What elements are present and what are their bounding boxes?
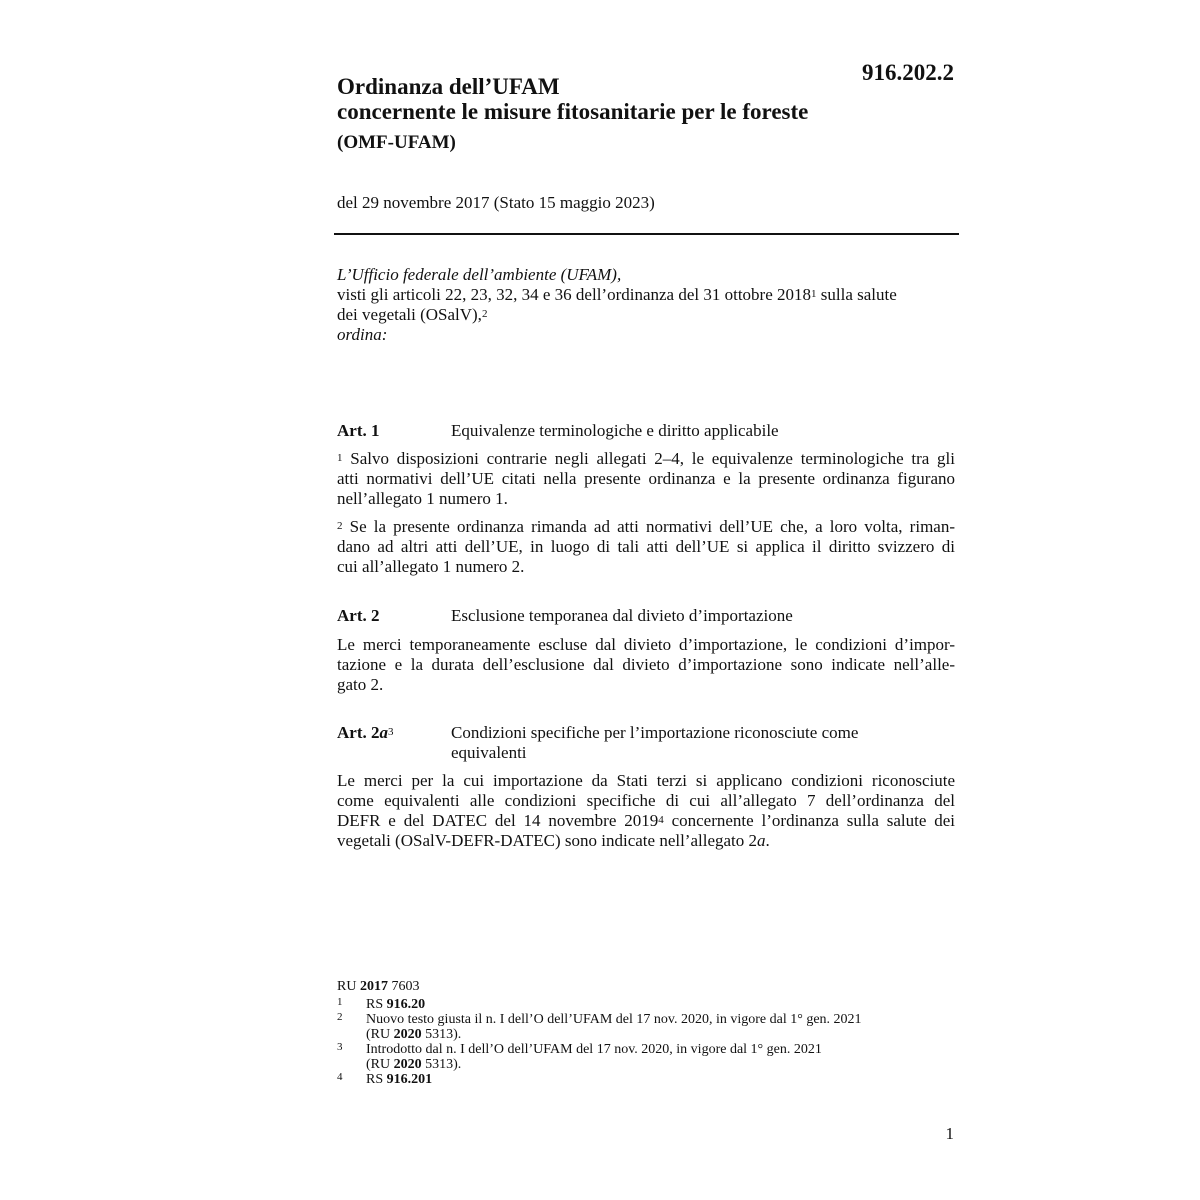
paragraph-text: concernente l’ordinanza sulla salute dei: [663, 811, 955, 830]
article-2-title: Esclusione temporanea dal divieto d’importazione: [451, 606, 793, 625]
ru-page: 7603: [387, 979, 420, 994]
article-title-line: equivalenti: [451, 743, 527, 762]
article-1-label: Art. 1: [337, 421, 380, 440]
title-abbreviation: (OMF-UFAM): [337, 132, 456, 153]
article-label-text: Art. 2: [337, 723, 380, 742]
footnote-2: [337, 1012, 957, 1042]
document-date: del 29 novembre 2017 (Stato 15 maggio 2023): [337, 193, 655, 212]
footnotes: [337, 979, 957, 1087]
article-2-heading: [337, 606, 957, 626]
article-1-paragraph-2: [337, 517, 955, 577]
article-title-line: Condizioni specifiche per l’importazione riconosciute come: [451, 723, 859, 742]
paragraph-number: 1: [337, 452, 343, 464]
title-line-1: Ordinanza dell’UFAM: [337, 74, 560, 99]
paragraph-line: nell’allegato 1 numero 1.: [337, 489, 508, 508]
footnote-ref-4[interactable]: 4: [658, 814, 664, 826]
article-label-suffix: a: [379, 723, 388, 742]
footnote-ref-1[interactable]: 1: [811, 288, 817, 300]
paragraph-text: DEFR e del DATEC del 14 novembre 2019: [337, 811, 659, 830]
footnote-text-bold: 2020: [393, 1057, 422, 1072]
paragraph-line: cui all’allegato 1 numero 2.: [337, 557, 525, 576]
paragraph-line: come equivalenti alle condizioni specifiche di cui all’allegato 7 dell’ordinanza del: [337, 791, 955, 810]
ru-prefix: RU: [337, 979, 360, 994]
article-2a-label: [337, 723, 393, 743]
footnote-4: [337, 1072, 957, 1087]
article-2a-heading: [337, 723, 957, 763]
footnote-text: 5313).: [421, 1027, 462, 1042]
footnote-ref-2[interactable]: 2: [481, 308, 488, 320]
paragraph-text: .: [765, 831, 770, 850]
article-1-title: Equivalenze terminologiche e diritto applicabile: [451, 421, 779, 440]
preamble-basis-text: dei vegetali (OSalV),: [337, 305, 482, 324]
article-2-label: Art. 2: [337, 606, 380, 625]
footnote-ref-3[interactable]: 3: [387, 726, 394, 738]
footnote-text: RS: [366, 997, 387, 1012]
paragraph-number: 2: [337, 520, 343, 532]
paragraph-line: Le merci per la cui importazione da Stati terzi si applicano condizioni riconosciute: [337, 771, 955, 790]
article-1-paragraph-1: [337, 449, 955, 509]
preamble-basis-text: sulla salute: [816, 285, 897, 304]
article-1-heading: [337, 421, 957, 441]
page-number: 1: [945, 1124, 954, 1143]
paragraph-line: [337, 449, 955, 469]
footnote-1: [337, 997, 957, 1012]
paragraph-line: [337, 517, 955, 537]
ru-year: 2017: [359, 979, 388, 994]
paragraph-line: tazione e la durata dell’esclusione dal divieto d’importazione sono indicate nell’alle-: [337, 655, 955, 674]
paragraph-text: Salvo disposizioni contrarie negli allegati 2–4, le equivalenze terminologiche tra gli: [342, 449, 955, 468]
footnote-number: 1: [337, 996, 343, 1008]
paragraph-line: atti normativi dell’UE citati nella presente ordinanza e la presente ordinanza figurano: [337, 469, 955, 488]
footnote-text-bold: 2020: [393, 1027, 422, 1042]
title-line-2: concernente le misure fitosanitarie per le foreste: [337, 99, 809, 124]
footnote-text: Nuovo testo giusta il n. I dell’O dell’UFAM del 17 nov. 2020, in vigore dal 1° gen. 2021: [366, 1012, 862, 1027]
sr-number: 916.202.2: [862, 60, 954, 85]
footnote-number: 3: [337, 1041, 343, 1053]
paragraph-line: Le merci temporaneamente escluse dal divieto d’importazione, le condizioni d’impor-: [337, 635, 955, 654]
paragraph-line: dano ad altri atti dell’UE, in luogo di tali atti dell’UE si applica il diritto svizzero di: [337, 537, 955, 556]
preamble-authority: L’Ufficio federale dell’ambiente (UFAM),: [337, 265, 622, 284]
preamble-basis-text: visti gli articoli 22, 23, 32, 34 e 36 dell’ordinanza del 31 ottobre 2018: [337, 285, 812, 304]
paragraph-text: Se la presente ordinanza rimanda ad atti normativi dell’UE che, a loro volta, riman-: [342, 517, 955, 536]
footnote-text: RS: [366, 1072, 387, 1087]
footnote-text: Introdotto dal n. I dell’O dell’UFAM del 17 nov. 2020, in vigore dal 1° gen. 2021: [366, 1042, 822, 1057]
preamble-basis-line-2: [337, 305, 957, 325]
footnote-number: 4: [337, 1071, 343, 1083]
article-2a-paragraph: [337, 771, 955, 851]
paragraph-text-italic: a: [757, 831, 766, 850]
footnote-number: 2: [337, 1011, 343, 1023]
preamble: [337, 265, 957, 345]
paragraph-line: [337, 831, 955, 851]
preamble-ordina: ordina:: [337, 325, 388, 344]
preamble-basis-line-1: [337, 285, 957, 305]
paragraph-line: [337, 811, 955, 831]
footnote-text-bold: 916.20: [386, 997, 426, 1012]
article-2a-title: [451, 723, 921, 763]
paragraph-text: vegetali (OSalV-DEFR-DATEC) sono indicate nell’allegato 2: [337, 831, 758, 850]
header-divider: [334, 233, 959, 235]
footnote-text: (RU: [366, 1027, 394, 1042]
official-compilation-reference: [337, 979, 957, 994]
article-2-paragraph: [337, 635, 955, 695]
footnote-text-bold: 916.201: [386, 1072, 433, 1087]
footnote-3: [337, 1042, 957, 1072]
paragraph-line: gato 2.: [337, 675, 384, 694]
footnote-text: (RU: [366, 1057, 394, 1072]
footnote-text: 5313).: [421, 1057, 462, 1072]
document-title: [337, 74, 897, 155]
